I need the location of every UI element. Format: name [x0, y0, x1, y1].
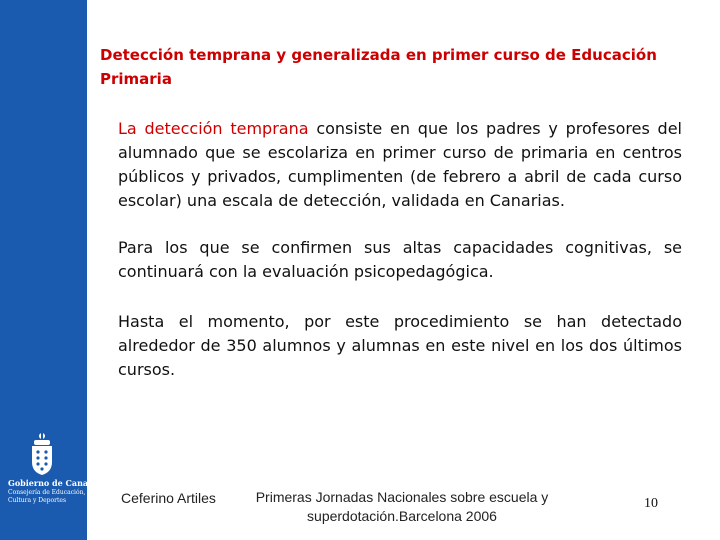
paragraph-1-highlight: La detección temprana	[118, 119, 309, 138]
page-number: 10	[644, 496, 658, 511]
logo-sub-line-1: Consejería de Educación,	[8, 489, 86, 496]
paragraph-2: Para los que se confirmen sus altas capacidades cognitivas, se continuará con la evaluación psicopedagógica.	[118, 238, 682, 281]
paragraph-1	[118, 117, 682, 213]
footer-event-line-2: superdotación.Barcelona 2006	[307, 508, 497, 524]
paragraph-1-text: consiste en que los padres y profesores del alumnado que se escolariza en primer curso de primaria en centros públicos y privados, cumplimenten (de febrero a abril de cada curso escolar) una escala de detección, validada en Canarias.	[118, 119, 682, 210]
logo-name: Gobierno de Canarias	[8, 478, 106, 488]
coat-of-arms-icon	[8, 432, 80, 476]
footer-event	[252, 488, 552, 526]
sidebar	[0, 0, 106, 540]
paragraph-3: Hasta el momento, por este procedimiento se han detectado alrededor de 350 alumnos y alumnas en este nivel en los dos últimos cursos.	[118, 312, 682, 379]
slide-title: Detección temprana y generalizada en primer curso de Educación Primaria	[100, 46, 657, 88]
logo-sub-line-2: Cultura y Deportes	[8, 497, 67, 504]
government-logo	[8, 432, 106, 504]
footer-event-line-1: Primeras Jornadas Nacionales sobre escuela y	[255, 489, 549, 505]
footer-author: Ceferino Artiles	[121, 490, 216, 506]
